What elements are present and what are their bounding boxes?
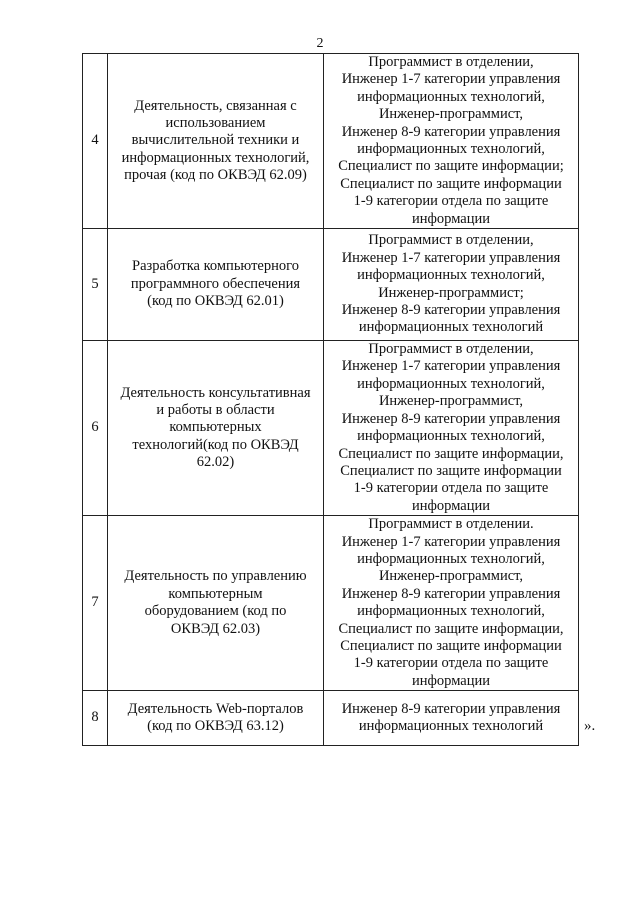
position-line: информации — [412, 210, 490, 227]
position-line: Инженер-программист, — [378, 106, 524, 123]
position-line: Инженер 8-9 категории управления — [341, 585, 561, 602]
position-line: 1-9 категории отдела по защите — [353, 655, 549, 672]
position-line: Специалист по защите информации, — [338, 445, 564, 462]
position-line: Инженер 8-9 категории управления — [341, 123, 561, 140]
position-line: Программист в отделении. — [368, 516, 534, 533]
activity-cell — [108, 54, 324, 229]
position-line: Инженер-программист, — [378, 393, 524, 410]
activity-line: Деятельность, связанная с — [134, 97, 297, 114]
position-line: Инженер 1-7 категории управления — [341, 249, 561, 266]
position-line: Программист в отделении, — [368, 232, 534, 249]
activity-line: (код по ОКВЭД 63.12) — [147, 718, 284, 735]
activity-line: (код по ОКВЭД 62.01) — [147, 293, 284, 310]
activity-line: Деятельность по управлению — [124, 568, 307, 585]
position-line: информационных технологий, — [357, 603, 545, 620]
activity-line: оборудованием (код по — [144, 603, 287, 620]
activity-cell — [108, 691, 324, 746]
position-line: 1-9 категории отдела по защите — [353, 193, 549, 210]
closing-quote: ». — [584, 718, 596, 734]
activity-line: использованием — [165, 114, 266, 131]
activity-line: ОКВЭД 62.03) — [170, 620, 261, 637]
positions-cell — [324, 54, 579, 229]
activity-line: Деятельность консультативная — [120, 384, 311, 401]
table-row — [83, 54, 579, 229]
position-line: Специалист по защите информации; — [338, 158, 564, 175]
position-line: Инженер-программист, — [378, 568, 524, 585]
position-line: Инженер 8-9 категории управления — [341, 410, 561, 427]
activity-line: вычислительной техники и — [131, 132, 300, 149]
position-line: Специалист по защите информации — [340, 175, 562, 192]
position-line: Инженер-программист; — [378, 284, 524, 301]
row-number: 5 — [83, 229, 108, 341]
row-number: 8 — [83, 691, 108, 746]
activities-table — [82, 53, 579, 746]
position-line: Инженер 8-9 категории управления — [341, 301, 561, 318]
activity-line: Деятельность Web-порталов — [127, 700, 304, 717]
activity-line: технологий(код по ОКВЭД — [132, 436, 299, 453]
activity-line: 62.02) — [196, 454, 235, 471]
position-line: информационных технологий — [358, 718, 544, 735]
row-number: 4 — [83, 54, 108, 229]
activity-cell — [108, 229, 324, 341]
position-line: Инженер 1-7 категории управления — [341, 533, 561, 550]
position-line: Инженер 1-7 категории управления — [341, 71, 561, 88]
position-line: информационных технологий, — [357, 88, 545, 105]
activity-line: Разработка компьютерного — [132, 258, 299, 275]
activity-line: информационных технологий, — [121, 149, 310, 166]
positions-cell — [324, 516, 579, 691]
activity-line: компьютерным — [168, 585, 263, 602]
page-number: 2 — [316, 36, 324, 51]
position-line: 1-9 категории отдела по защите — [353, 480, 549, 497]
position-line: Специалист по защите информации, — [338, 620, 564, 637]
activity-line: прочая (код по ОКВЭД 62.09) — [124, 167, 307, 184]
activity-line: программного обеспечения — [130, 275, 301, 292]
position-line: Программист в отделении, — [368, 54, 534, 70]
activity-cell — [108, 341, 324, 516]
table-row — [83, 341, 579, 516]
position-line: Инженер 1-7 категории управления — [341, 358, 561, 375]
positions-cell — [324, 691, 579, 746]
positions-cell — [324, 229, 579, 341]
position-line: информации — [412, 497, 490, 514]
table-row — [83, 516, 579, 691]
positions-cell — [324, 341, 579, 516]
row-number: 7 — [83, 516, 108, 691]
position-line: Инженер 8-9 категории управления — [341, 700, 561, 717]
row-number: 6 — [83, 341, 108, 516]
table-row — [83, 691, 579, 746]
activity-line: компьютерных — [169, 419, 262, 436]
table-row — [83, 229, 579, 341]
position-line: информационных технологий, — [357, 267, 545, 284]
activity-line: и работы в области — [156, 401, 275, 418]
position-line: Специалист по защите информации — [340, 462, 562, 479]
activity-cell — [108, 516, 324, 691]
position-line: информационных технологий, — [357, 550, 545, 567]
position-line: Программист в отделении, — [368, 341, 534, 358]
position-line: информации — [412, 672, 490, 689]
position-line: информационных технологий — [358, 319, 544, 336]
position-line: информационных технологий, — [357, 375, 545, 392]
position-line: информационных технологий, — [357, 428, 545, 445]
position-line: информационных технологий, — [357, 141, 545, 158]
position-line: Специалист по защите информации — [340, 637, 562, 654]
